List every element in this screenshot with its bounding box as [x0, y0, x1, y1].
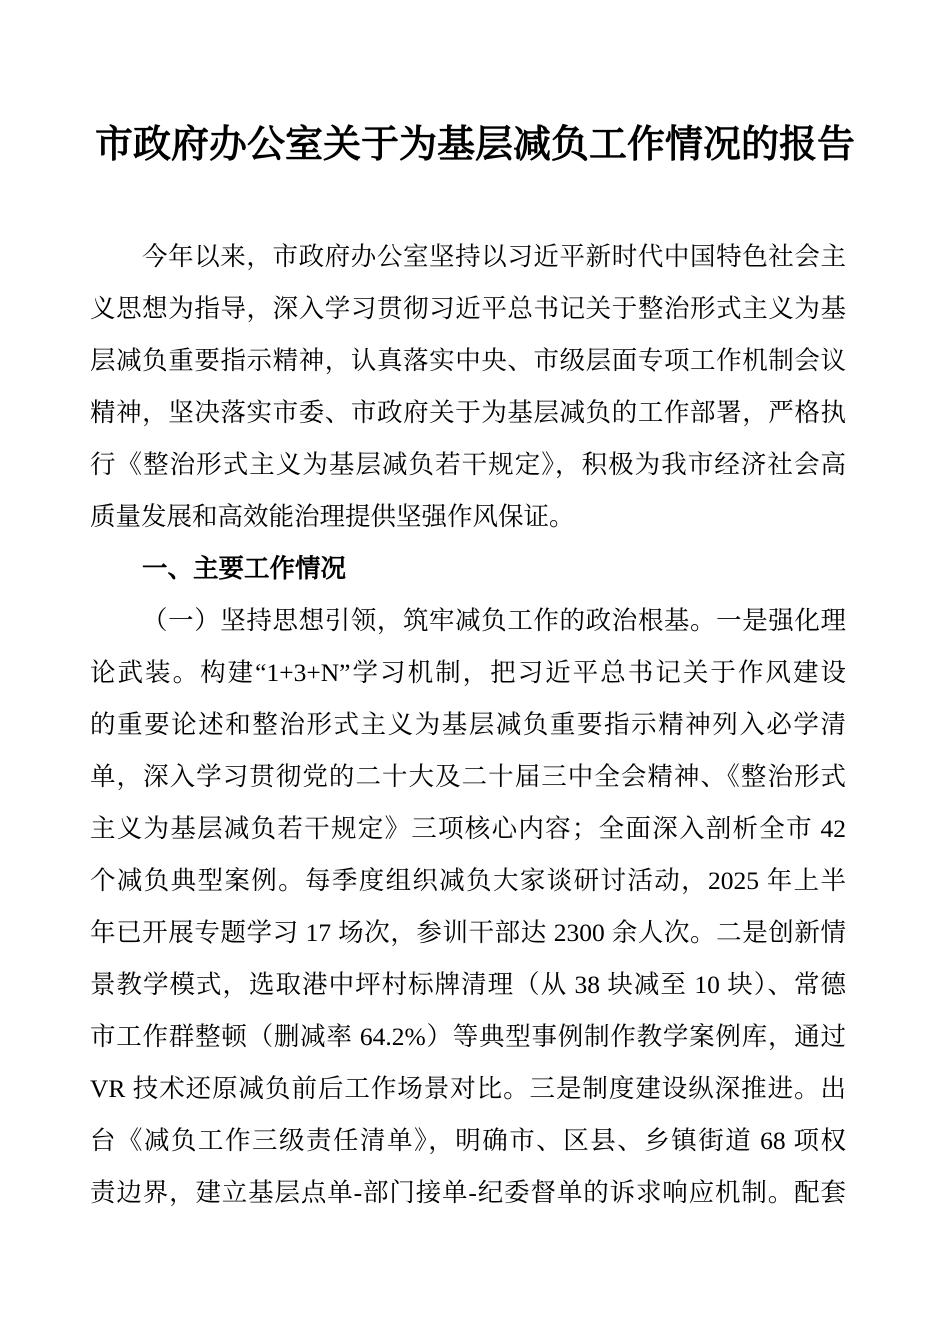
document-line: 个减负典型案例。每季度组织减负大家谈研讨活动，2025 年上半 — [90, 866, 846, 895]
document-line: VR 技术还原减负前后工作场景对比。三是制度建设纵深推进。出 — [90, 1074, 846, 1103]
document-line: 层减负重要指示精神，认真落实中央、市级层面专项工作机制会议 — [90, 346, 846, 375]
document-line: 质量发展和高效能治理提供坚强作风保证。 — [90, 502, 575, 531]
document-line: 的重要论述和整治形式主义为基层减负重要指示精神列入必学清 — [90, 710, 846, 739]
document-line: 年已开展专题学习 17 场次，参训干部达 2300 余人次。二是创新情 — [90, 918, 846, 947]
section-1-heading — [90, 543, 846, 595]
document-title: 市政府办公室关于为基层减负工作情况的报告 — [94, 124, 855, 166]
document-line: 台《减负工作三级责任清单》，明确市、区县、乡镇街道 68 项权 — [90, 1126, 846, 1155]
document-line: 主义为基层减负若干规定》三项核心内容；全面深入剖析全市 42 — [90, 814, 846, 843]
document-line: 单，深入学习贯彻党的二十大及二十届三中全会精神、《整治形式 — [90, 762, 846, 791]
section-1-1-paragraph — [90, 595, 846, 1219]
document-line: 景教学模式，选取港中坪村标牌清理（从 38 块减至 10 块）、常德 — [90, 970, 846, 999]
document-line: 义思想为指导，深入学习贯彻习近平总书记关于整治形式主义为基 — [90, 294, 846, 323]
document-line: 精神，坚决落实市委、市政府关于为基层减负的工作部署，严格执 — [90, 398, 846, 427]
intro-paragraph — [90, 231, 846, 543]
document-body — [90, 231, 846, 1219]
document-line: （一）坚持思想引领，筑牢减负工作的政治根基。一是强化理 — [142, 606, 846, 635]
document-line: 一、主要工作情况 — [142, 555, 347, 583]
document-line: 责边界，建立基层点单-部门接单-纪委督单的诉求响应机制。配套 — [90, 1178, 846, 1207]
document-line: 行《整治形式主义为基层减负若干规定》，积极为我市经济社会高 — [90, 450, 846, 479]
document-line: 论武装。构建“1+3+N”学习机制，把习近平总书记关于作风建设 — [90, 658, 846, 687]
document-line: 今年以来，市政府办公室坚持以习近平新时代中国特色社会主 — [142, 242, 846, 271]
document-line: 市工作群整顿（删减率 64.2%）等典型事例制作教学案例库，通过 — [90, 1022, 846, 1051]
